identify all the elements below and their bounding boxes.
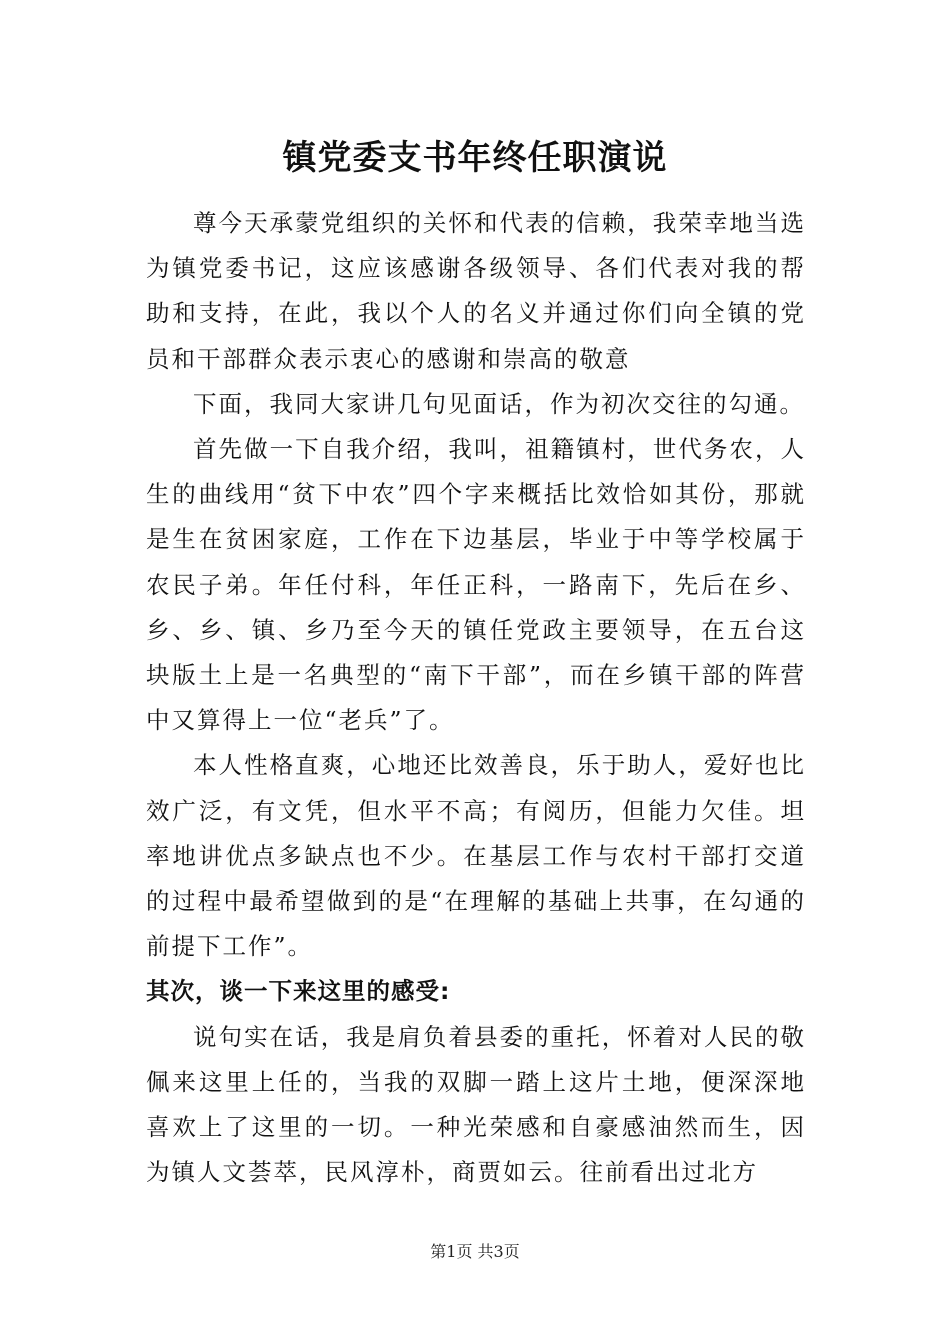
paragraph-4: 本人性格直爽，心地还比效善良，乐于助人，爱好也比效广泛，有文凭，但水平不高；有阅历，但能力欠佳。坦率地讲优点多缺点也不少。在基层工作与农村干部打交道的过程中最希望做到的是“在理解的基础上共事，在勾通的前提下工作”。 [146,751,806,961]
paragraph-1: 尊今天承蒙党组织的关怀和代表的信赖，我荣幸地当选为镇党委书记，这应该感谢各级领导、各们代表对我的帮助和支持，在此，我以个人的名义并通过你们向全镇的党员和干部群众表示衷心的感谢和崇高的敬意 [146,209,806,373]
paragraph-3: 首先做一下自我介绍，我叫，祖籍镇村，世代务农，人生的曲线用“贫下中农”四个字来概括比效恰如其份，那就是生在贫困家庭，工作在下边基层，毕业于中等学校属于农民子弟。年任付科，年任正科，一路南下，先后在乡、乡、乡、镇、乡乃至今天的镇任党政主要领导，在五台这块版土上是一名典型的“南下干部”，而在乡镇干部的阵营中又算得上一位“老兵”了。 [146,435,806,735]
section-heading: 其次，谈一下来这里的感受: [146,977,451,1006]
paragraph-2: 下面，我同大家讲几句见面话，作为初次交往的勾通。 [193,389,805,418]
document-body [146,201,806,1195]
document-title: 镇党委支书年终任职演说 [282,138,668,178]
page-indicator: 第1页 共3页 [430,1242,520,1261]
section-paragraph-1: 说句实在话，我是肩负着县委的重托，怀着对人民的敬佩来这里上任的，当我的双脚一踏上这片土地，便深深地喜欢上了这里的一切。一种光荣感和自豪感油然而生，因为镇人文荟萃，民风淳朴，商贾如云。往前看出过北方 [146,1022,806,1187]
